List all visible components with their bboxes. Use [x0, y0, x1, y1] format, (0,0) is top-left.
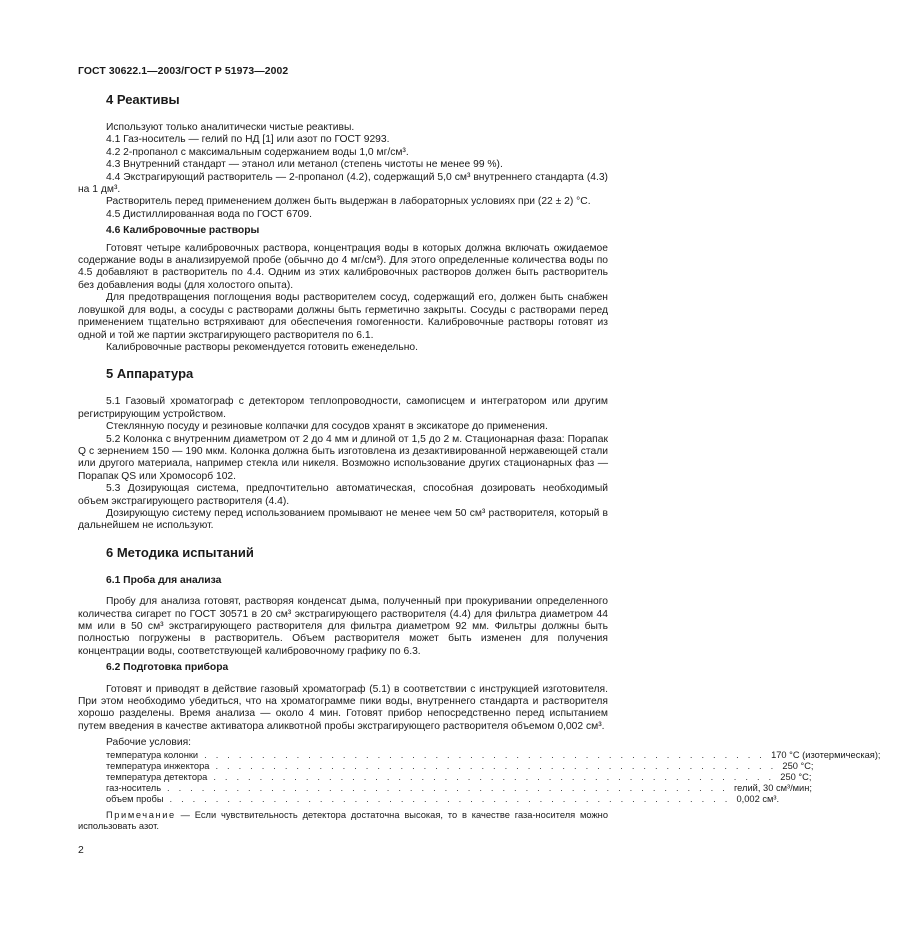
condition-row: газ-носитель . . . . . . . . . . . . . . . . . . . . . . . . . . . . . . . . . . . . . . . . . . . . . . . . . гелий, 30 см³/мин; — [106, 783, 608, 794]
item-4-3: 4.3 Внутренний стандарт — этанол или метанол (степень чистоты не менее 99 %). — [106, 159, 503, 171]
working-conditions — [106, 737, 881, 805]
subsection-6-1-paragraph: Пробу для анализа готовят, растворяя конденсат дыма, полученный при прокуривании определенного количества сигарет по ГОСТ 30571 в 20 см³ экстрагирующего растворителя (4.4) для фильтра диаметром 44 мм или в 50 см³ экстрагирующего растворителя для фильтра диаметром 92 мм. Фильтры должны быть полностью погружены в растворитель. Объем растворителя может быть изменен для получения концентрации воды, соответствующей калибровочному графику по 6.3. — [78, 596, 608, 657]
condition-value: 170 °С (изотермическая); — [771, 749, 881, 760]
note-text: — Если чувствительность детектора достаточна высокая, то в качестве газа-носителя можно использовать азот. — [78, 809, 608, 831]
condition-value: 250 °С; — [780, 772, 812, 783]
subsection-4-6-paragraph-1: Готовят четыре калибровочных раствора, концентрация воды в которых должна включать ожидаемое содержание воды в анализируемой пробе (обычно до 4 мг/см³). Для этого определенные количества воды по 4.5 добавляют в растворитель по 4.4. Одним из этих калибровочных растворов должен быть растворитель без добавления воды (для холостого опыта). — [78, 242, 608, 291]
item-5-3-note: Дозирующую систему перед использованием промывают не менее чем 50 см³ растворителя, который в дальнейшем не используют. — [78, 507, 608, 532]
page-header-standard: ГОСТ 30622.1—2003/ГОСТ Р 51973—2002 — [78, 66, 289, 77]
subsection-4-6-paragraph-2: Для предотвращения поглощения воды растворителем сосуд, содержащий его, должен быть снабжен ловушкой для воды, а сосуды с растворами должны быть герметично закрыты. Сосуды с растворами перед применением тщательно встряхивают для обеспечения гомогенности. Калибровочные растворы готовят из одной и той же партии экстрагирующего растворителя по 6.1. — [78, 292, 608, 341]
page-number: 2 — [78, 845, 84, 856]
item-5-3: 5.3 Дозирующая система, предпочтительно автоматическая, способная дозировать необходимый объем экстрагирующего растворителя (4.4). — [78, 483, 608, 507]
condition-name: температура детектора — [106, 772, 208, 783]
item-4-1: 4.1 Газ-носитель — гелий по НД [1] или азот по ГОСТ 9293. — [106, 134, 390, 146]
subsection-6-2-title: 6.2 Подготовка прибора — [106, 662, 229, 674]
condition-value: 0,002 см³. — [736, 794, 780, 805]
subsection-6-2-paragraph: Готовят и приводят в действие газовый хроматограф (5.1) в соответствии с инструкцией изготовителя. При этом необходимо убедиться, что на хроматограмме пики воды, внутреннего стандарта и растворителя хорошо разделены. Время анализа — около 4 мин. Готовят прибор непосредственно перед испытанием путем введения в качестве активатора аликвотной пробы экстрагирующего растворителя объемом 0,002 см³. — [78, 683, 608, 732]
section-4-title: 4 Реактивы — [106, 92, 180, 107]
condition-name: газ-носитель — [106, 783, 162, 794]
condition-row: температура детектора . . . . . . . . . . . . . . . . . . . . . . . . . . . . . . . . . . . . . . . . . . . . . . . . . 250 °С; — [106, 772, 608, 783]
item-4-4: 4.4 Экстрагирующий растворитель — 2-пропанол (4.2), содержащий 5,0 см³ внутреннего стандарта (4.3) на 1 дм³. — [78, 171, 608, 196]
condition-name: объем пробы — [106, 794, 164, 805]
item-5-1-note: Стеклянную посуду и резиновые колпачки для сосудов хранят в эксикаторе до применения. — [106, 421, 548, 433]
item-4-5: 4.5 Дистиллированная вода по ГОСТ 6709. — [106, 208, 312, 220]
condition-row: объем пробы . . . . . . . . . . . . . . . . . . . . . . . . . . . . . . . . . . . . . . . . . . . . . . . . . 0,002 см³. — [106, 794, 608, 805]
subsection-4-6-paragraph-3: Калибровочные растворы рекомендуется готовить еженедельно. — [106, 341, 418, 353]
item-5-2: 5.2 Колонка с внутренним диаметром от 2 до 4 мм и длиной от 1,5 до 2 м. Стационарная фаза: Порапак Q с зернением 150 — 190 мкм. Колонка должна быть изготовлена из дезактивированной нержавеющей стали или другого материала, например стекла или никеля. Возможно использование других стационарных фаз — Порапак QS или Хромосорб 102. — [78, 433, 608, 482]
condition-row: температура инжектора . . . . . . . . . . . . . . . . . . . . . . . . . . . . . . . . . . . . . . . . . . . . . . . . . 250 °С; — [106, 761, 608, 772]
condition-name: температура колонки — [106, 749, 199, 760]
condition-row: температура колонки . . . . . . . . . . . . . . . . . . . . . . . . . . . . . . . . . . . . . . . . . . . . . . . . . 170 °С (изотермическая); — [106, 750, 608, 761]
item-4-4-note: Растворитель перед применением должен быть выдержан в лабораторных условиях при (22 ± 2) °С. — [106, 196, 591, 208]
condition-value: гелий, 30 см³/мин; — [734, 783, 812, 794]
working-conditions-title: Рабочие условия: — [106, 737, 192, 749]
section-5-title: 5 Аппаратура — [106, 366, 194, 382]
subsection-4-6-title: 4.6 Калибровочные растворы — [106, 225, 260, 237]
note-label: Примечание — [106, 809, 176, 820]
item-5-1: 5.1 Газовый хроматограф с детектором теплопроводности, самописцем и интегратором или другим регистрирующим устройством. — [78, 396, 608, 420]
condition-name: температура инжектора — [106, 760, 210, 771]
section-6-title: 6 Методика испытаний — [106, 544, 254, 560]
note — [78, 810, 608, 832]
item-4-2: 4.2 2-пропанол с максимальным содержанием воды 1,0 мг/см³. — [106, 146, 409, 158]
subsection-6-1-title: 6.1 Проба для анализа — [106, 574, 222, 586]
document-body — [78, 92, 881, 832]
section-4-intro: Используют только аналитически чистые реактивы. — [106, 122, 355, 133]
condition-value: 250 °С; — [782, 760, 814, 771]
